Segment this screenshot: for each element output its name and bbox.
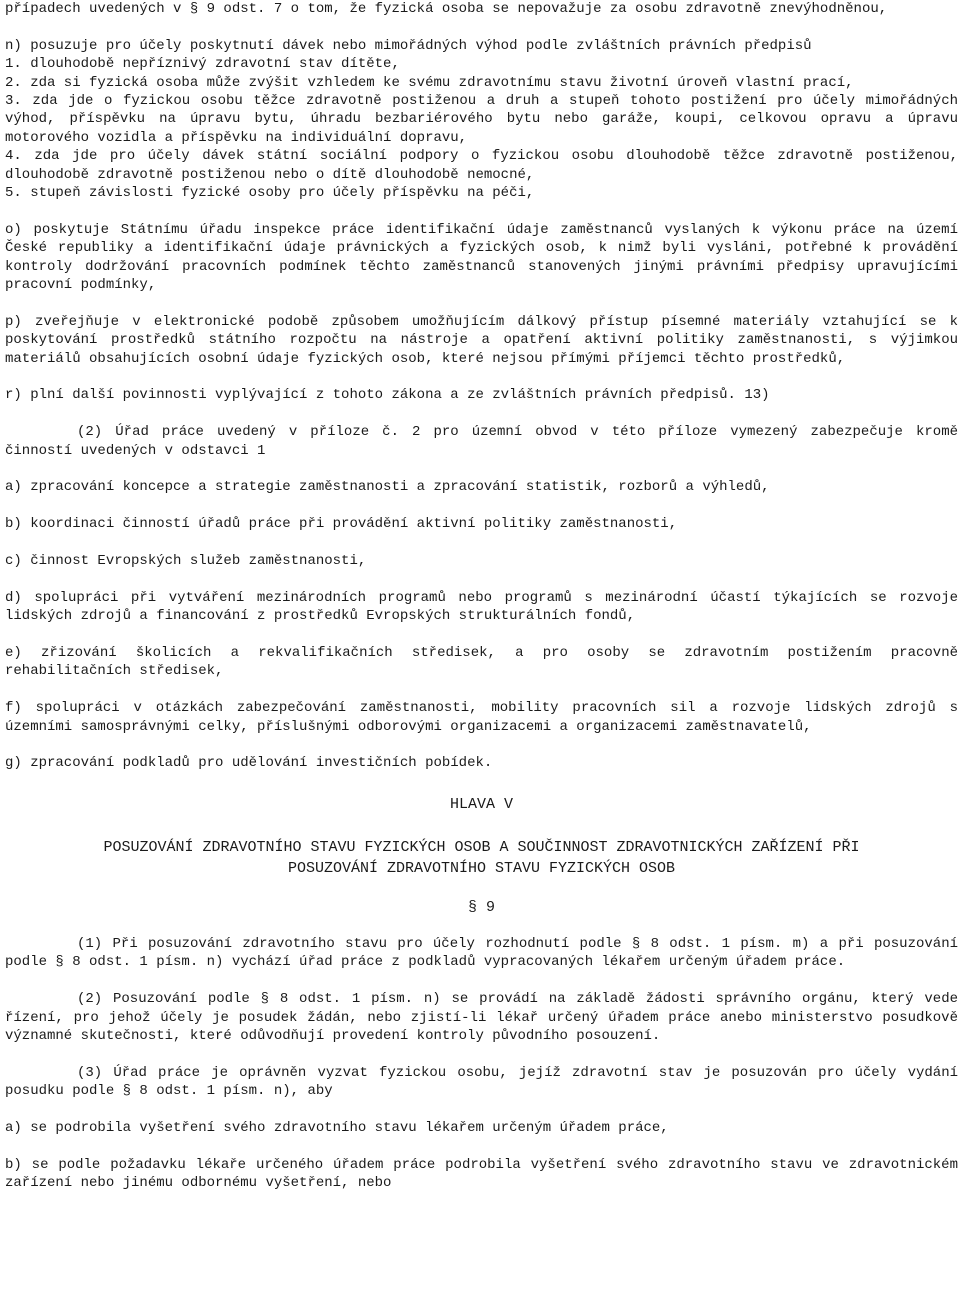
paragraph-2-item-b: b) koordinaci činností úřadů práce při provádění aktivní politiky zaměstnanosti, bbox=[5, 516, 678, 533]
item-o: o) poskytuje Státnímu úřadu inspekce práce identifikační údaje zaměstnanců vyslaných k výkonu práce na území České republiky a identifikační údaje právnických a fyzických osob, k nimž byli vysláni, potřebné k provádění kontroly dodržování pracovních podmínek těchto zaměstnanců stanovených jinými právními předpisy upravujícími pracovní podmínky, bbox=[5, 221, 958, 294]
item-p: p) zveřejňuje v elektronické podobě způsobem umožňujícím dálkový přístup písemné materiály vztahující se k poskytování prostředků státního rozpočtu na nástroje a opatření aktivní politiky zaměstnanosti, s výjimkou materiálů obsahujících osobní údaje fyzických osob, které nejsou přímými příjemci těchto prostředků, bbox=[5, 313, 958, 367]
paragraph-2-item-d: d) spolupráci při vytváření mezinárodních programů nebo programů s mezinárodní účastí týkajících se rozvoje lidských zdrojů a financování z prostředků Evropských strukturálních fondů, bbox=[5, 589, 958, 625]
item-n-sub-5: 5. stupeň závislosti fyzické osoby pro účely příspěvku na péči, bbox=[5, 185, 535, 202]
item-n-lead: n) posuzuje pro účely poskytnutí dávek nebo mimořádných výhod podle zvláštních právních předpisů bbox=[5, 37, 812, 54]
document-page bbox=[5, 0, 958, 1193]
chapter-heading: HLAVA V bbox=[449, 796, 513, 814]
section-paragraph-2: (2) Posuzování podle § 8 odst. 1 písm. n) se provádí na základě žádosti správního orgánu, který vede řízení, pro jehož účely je posudek žádán, nebo zjistí-li lékař určený úřadem práce anebo ministerstvo posudkově významné skutečnosti, které odůvodňují provedení kontroly původního posouzení. bbox=[5, 991, 958, 1045]
paragraph-2-item-c: c) činnost Evropských služeb zaměstnanosti, bbox=[5, 553, 367, 570]
item-n-sub-3: 3. zda jde o fyzickou osobu těžce zdravotně postiženou a druh a stupeň tohoto postižení pro účely mimořádných výhod, příspěvku na úpravu bytu, úhradu bezbariérového bytu nebo garáže, koupi, celkovou opravu a úpravu motorového vozidla a příspěvku na individuální dopravu, bbox=[5, 93, 958, 146]
section-item-a: a) se podrobila vyšetření svého zdravotního stavu lékařem určeným úřadem práce, bbox=[5, 1120, 669, 1137]
item-n-sub-1: 1. dlouhodobě nepříznivý zdravotní stav dítěte, bbox=[5, 56, 400, 73]
item-r: r) plní další povinnosti vyplývající z tohoto zákona a ze zvláštních právních předpisů. 13) bbox=[5, 387, 770, 404]
item-n-sub-2: 2. zda si fyzická osoba může zvýšit vzhledem ke svému zdravotnímu stavu životní úroveň vlastní prací, bbox=[5, 74, 854, 91]
section-paragraph-1: (1) Při posuzování zdravotního stavu pro účely rozhodnutí podle § 8 odst. 1 písm. m) a při posuzování podle § 8 odst. 1 písm. n) vychází úřad práce z podkladů vypracovaných lékařem určeným úřadem práce. bbox=[5, 936, 958, 971]
paragraph-2-intro: (2) Úřad práce uvedený v příloze č. 2 pro územní obvod v této příloze vymezený zabezpečuje kromě činností uvedených v odstavci 1 bbox=[5, 424, 958, 459]
chapter-title-line-2: POSUZOVÁNÍ ZDRAVOTNÍHO STAVU FYZICKÝCH OSOB bbox=[287, 859, 676, 877]
item-n-sub-4: 4. zda jde pro účely dávek státní sociální podpory o fyzickou osobu dlouhodobě těžce zdravotně postiženou, dlouhodobě zdravotně postiženou nebo o dítě dlouhodobě nemocné, bbox=[5, 148, 958, 183]
chapter-title-line-1: POSUZOVÁNÍ ZDRAVOTNÍHO STAVU FYZICKÝCH OSOB A SOUČINNOST ZDRAVOTNICKÝCH ZAŘÍZENÍ PŘI bbox=[103, 838, 860, 856]
chapter-title bbox=[5, 837, 958, 879]
paragraph-2-item-f: f) spolupráci v otázkách zabezpečování zaměstnanosti, mobility pracovních sil a rozvoje lidských zdrojů s územními samosprávnými celky, příslušnými odborovými organizacemi a organizacemi zaměstnavatelů, bbox=[5, 700, 958, 735]
section-item-b: b) se podle požadavku lékaře určeného úřadem práce podrobila vyšetření svého zdravotního stavu ve zdravotnickém zařízení nebo jinému odbornému vyšetření, nebo bbox=[5, 1156, 958, 1192]
section-paragraph-3: (3) Úřad práce je oprávněn vyzvat fyzickou osobu, jejíž zdravotní stav je posuzován pro účely vydání posudku podle § 8 odst. 1 písm. n), aby bbox=[5, 1064, 958, 1100]
paragraph-2-item-g: g) zpracování podkladů pro udělování investičních pobídek. bbox=[5, 755, 493, 772]
paragraph-2-item-e: e) zřizování školicích a rekvalifikačních středisek, a pro osoby se zdravotním postižením pracovně rehabilitačních středisek, bbox=[5, 645, 958, 680]
paragraph-2-item-a: a) zpracování koncepce a strategie zaměstnanosti a zpracování statistik, rozborů a výhledů, bbox=[5, 479, 770, 496]
section-heading: § 9 bbox=[467, 898, 495, 916]
intro-text: případech uvedených v § 9 odst. 7 o tom, že fyzická osoba se nepovažuje za osobu zdravotně znevýhodněnou, bbox=[5, 1, 888, 17]
